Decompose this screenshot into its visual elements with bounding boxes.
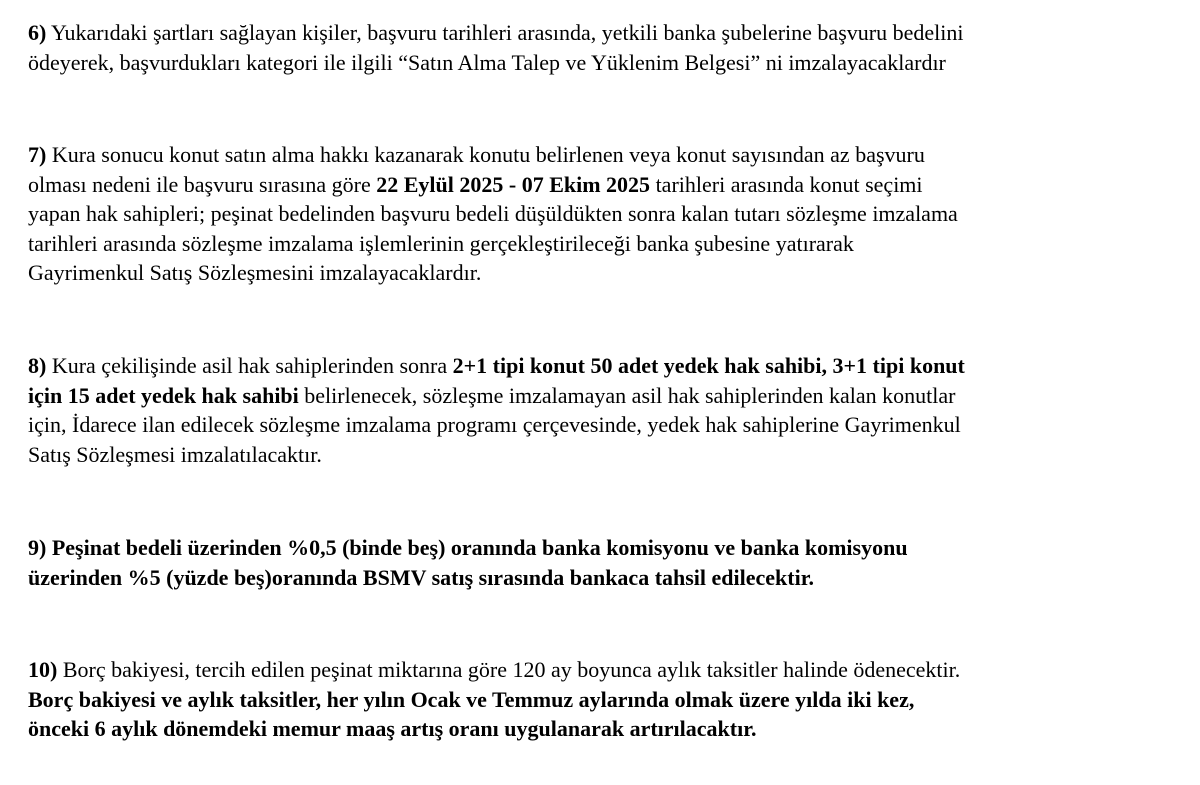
bold-text-run: 8) xyxy=(28,353,47,378)
text-run: ödeyerek, başvurdukları kategori ile ilgili “Satın Alma Talep ve Yüklenim Belgesi” ni imzalayacaklardır xyxy=(28,49,946,75)
paragraph-line xyxy=(28,351,1168,381)
paragraph-line xyxy=(28,563,1168,593)
text-run: belirlenecek, sözleşme imzalamayan asil hak sahiplerinden kalan konutlar xyxy=(298,382,956,408)
bold-text-run: 7) xyxy=(28,142,47,167)
paragraph-line xyxy=(28,685,1168,715)
paragraph-item-9 xyxy=(28,533,1168,592)
paragraph-line xyxy=(28,229,1168,259)
paragraph-line xyxy=(28,18,1168,48)
text-run: Gayrimenkul Satış Sözleşmesini imzalayacaklardır. xyxy=(28,260,482,285)
paragraph-line xyxy=(28,381,1168,411)
text-run: yapan hak sahipleri; peşinat bedelinden başvuru bedeli düşüldükten sonra kalan tutarı sözleşme imzalama xyxy=(28,201,958,226)
bold-text-run: üzerinden %5 (yüzde beş)oranında BSMV satış sırasında bankaca tahsil edilecektir. xyxy=(28,564,814,590)
text-run: olması nedeni ile başvuru sırasına göre xyxy=(28,171,377,197)
bold-text-run: Borç bakiyesi ve aylık taksitler, her yılın Ocak ve Temmuz aylarında olmak üzere yılda iki kez, xyxy=(28,686,915,712)
paragraph-line xyxy=(28,714,1168,744)
text-run: tarihleri arasında konut seçimi xyxy=(650,171,923,197)
paragraph-line xyxy=(28,199,1168,229)
text-run: Satış Sözleşmesi imzalatılacaktır. xyxy=(28,441,322,467)
paragraph-line xyxy=(28,440,1168,470)
bold-text-run: 9) Peşinat bedeli üzerinden %0,5 (binde beş) oranında banka komisyonu ve banka komisyonu xyxy=(28,535,908,560)
text-run: Yukarıdaki şartları sağlayan kişiler, başvuru tarihleri arasında, yetkili banka şubelerine başvuru bedelini xyxy=(46,20,964,45)
paragraph-item-10 xyxy=(28,655,1168,744)
paragraph-item-7 xyxy=(28,140,1168,288)
bold-text-run: 22 Eylül 2025 - 07 Ekim 2025 xyxy=(376,171,651,197)
bold-text-run: 2+1 tipi konut 50 adet yedek hak sahibi, 3+1 tipi konut xyxy=(452,353,965,378)
text-run: tarihleri arasında sözleşme imzalama işlemlerinin gerçekleştirileceği banka şubesine yatırarak xyxy=(28,230,854,256)
paragraph-line xyxy=(28,533,1168,563)
text-run: için, İdarece ilan edilecek sözleşme imzalama programı çerçevesinde, yedek hak sahiplerine Gayrimenkul xyxy=(28,412,961,437)
paragraph-line xyxy=(28,410,1168,440)
text-run: Kura sonucu konut satın alma hakkı kazanarak konutu belirlenen veya konut sayısından az başvuru xyxy=(46,142,925,167)
paragraph-item-6 xyxy=(28,18,1168,77)
bold-text-run: 6) xyxy=(28,20,47,45)
bold-text-run: 10) xyxy=(28,657,58,682)
bold-text-run: için 15 adet yedek hak sahibi xyxy=(28,382,299,408)
bold-text-run: önceki 6 aylık dönemdeki memur maaş artış oranı uygulanarak artırılacaktır. xyxy=(28,716,757,741)
paragraph-line xyxy=(28,655,1168,685)
paragraph-item-8 xyxy=(28,351,1168,469)
text-run: Borç bakiyesi, tercih edilen peşinat miktarına göre 120 ay boyunca aylık taksitler halinde ödenecektir. xyxy=(57,657,961,682)
paragraph-line xyxy=(28,258,1168,288)
text-run: Kura çekilişinde asil hak sahiplerinden sonra xyxy=(46,353,453,378)
paragraph-line xyxy=(28,170,1168,200)
paragraph-line xyxy=(28,48,1168,78)
paragraph-line xyxy=(28,140,1168,170)
